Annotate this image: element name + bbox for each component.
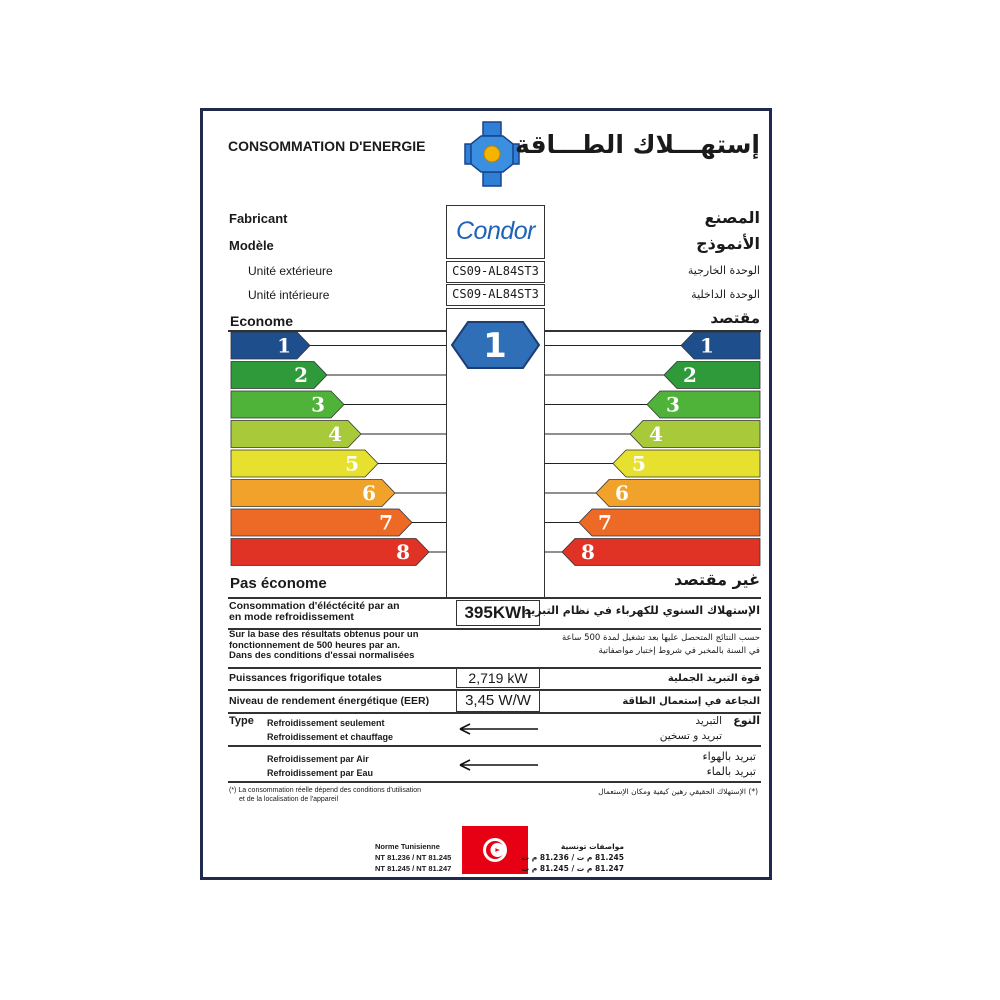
consumption-value: 395KWh (456, 600, 540, 626)
modele-label: Modèle (229, 238, 274, 253)
type-ar: النوع (733, 714, 760, 727)
basis-ar-1: حسب النتائج المتحصل عليها بعد تشغيل لمدة 500 ساعة (562, 633, 760, 643)
consumption-label-2: en mode refroidissement (229, 611, 354, 623)
norme-ar (522, 841, 624, 874)
basis-text (229, 630, 419, 662)
norme-ar-2: 81.245 م ت / 81.236 م ت (521, 853, 624, 862)
scale-label-left-3: 3 (311, 392, 325, 417)
norme-fr (375, 841, 451, 874)
type-opt-4-ar: تبريد بالماء (706, 765, 756, 778)
scale-label-left-6: 6 (362, 481, 376, 505)
type-opt-3: Refroidissement par Air (267, 754, 369, 764)
type-options-ar-1 (660, 714, 722, 744)
unite-ext-ar: الوحدة الخارجية (687, 264, 760, 277)
scale-bar-right-3 (647, 391, 760, 418)
scale-label-right-4: 4 (649, 422, 663, 446)
type-opt-1-ar: التبريد (695, 715, 722, 727)
rating-value: 1 (483, 326, 507, 366)
scale-label-left-2: 2 (294, 363, 308, 387)
type-opt-3-ar: تبريد بالهواء (702, 750, 756, 763)
modele-ar: الأنموذج (696, 234, 760, 253)
scale-label-right-8: 8 (581, 540, 595, 564)
basis-line-3: Dans des conditions d'essai normalisées (229, 650, 415, 661)
footnote-fr (229, 786, 421, 804)
norme-fr-1: Norme Tunisienne (375, 842, 440, 851)
brand-logo: Condor (456, 217, 535, 245)
type-opt-4: Refroidissement par Eau (267, 768, 374, 778)
norme-ar-3: 81.247 م ت / 81.245 م ت (521, 864, 624, 873)
consumption-label-1: Consommation d'éléctécité par an (229, 600, 400, 612)
consumption-label (229, 601, 400, 623)
power-value: 2,719 kW (456, 668, 540, 688)
divider-1 (228, 597, 761, 599)
type-label: Type (229, 715, 254, 727)
power-ar: قوة التبريد الجملية (667, 673, 760, 684)
eer-label: Niveau de rendement énergétique (EER) (229, 695, 430, 707)
scale-label-right-7: 7 (598, 510, 612, 535)
econome-label: Econome (230, 313, 294, 329)
title-ar: إستهـــلاك الطـــاقة (515, 130, 760, 159)
type-options-2 (267, 752, 373, 780)
rating-indicator (452, 322, 539, 368)
basis-line-2: fonctionnement de 500 heures par an. (229, 639, 401, 651)
model-ext: CS09-AL84ST3 (446, 261, 545, 283)
scale-label-left-4: 4 (328, 422, 342, 446)
pas-econome-label: Pas économe (230, 575, 327, 592)
fabricant-ar: المصنع (704, 208, 760, 227)
footnote-ar: (*) الإستهلاك الحقيقي رهين كيفية ومكان الإستعمال (598, 787, 758, 796)
norme-ar-1: مواصفات تونسية (560, 842, 624, 851)
scale-bar-right-2 (664, 362, 760, 389)
model-int: CS09-AL84ST3 (446, 284, 545, 306)
type-opt-2-ar: تبريد و تسخين (659, 730, 722, 742)
arrow-left-icon (458, 722, 540, 736)
scale-label-right-5: 5 (632, 451, 646, 476)
scale-label-right-3: 3 (666, 392, 680, 417)
scale-bar-right-1 (681, 332, 760, 359)
fabricant-label: Fabricant (229, 211, 288, 226)
scale-label-right-2: 2 (683, 363, 697, 387)
eer-value: 3,45 W/W (456, 690, 540, 712)
footnote-fr-2: et de la localisation de l'appareil (239, 796, 339, 803)
scale-bar-left-3 (231, 391, 344, 418)
norme-fr-2: NT 81.236 / NT 81.245 (375, 853, 452, 862)
unite-int-ar: الوحدة الداخلية (691, 288, 760, 301)
type-opt-2: Refroidissement et chauffage (267, 732, 394, 742)
divider-6 (228, 745, 761, 747)
scale-label-right-6: 6 (615, 481, 629, 505)
divider-7 (228, 781, 761, 783)
basis-line-1: Sur la base des résultats obtenus pour un (229, 629, 419, 640)
unite-int-label: Unité intérieure (248, 288, 330, 302)
scale-label-left-5: 5 (345, 451, 359, 476)
scale-label-left-8: 8 (396, 540, 410, 564)
power-label: Puissances frigorifique totales (229, 672, 382, 684)
econome-ar: مقتصد (710, 309, 760, 327)
basis-ar (562, 632, 760, 658)
scale-bar-left-2 (231, 362, 327, 389)
type-options-1 (267, 716, 393, 744)
tunisia-flag-icon (462, 826, 528, 879)
basis-ar-2: في السنة بالمخبر في شروط إختبار مواصفاتية (598, 646, 760, 656)
pas-econome-ar: غير مقتصد (674, 570, 760, 589)
scale-bar-left-1 (231, 332, 310, 359)
scale-label-left-1: 1 (277, 333, 291, 358)
scale-label-right-1: 1 (700, 333, 714, 358)
consumption-ar: الإستهلاك السنوي للكهرباء في نظام التبريد (524, 604, 760, 617)
type-options-ar-2 (702, 749, 756, 779)
footnote-fr-1: (*) La consommation réelle dépend des conditions d'utilisation (229, 787, 422, 794)
unite-ext-label: Unité extérieure (248, 264, 333, 278)
eer-ar: النجاعة في إستعمال الطاقة (622, 696, 760, 707)
norme-fr-3: NT 81.245 / NT 81.247 (375, 864, 452, 873)
arrow-left-icon-2 (458, 758, 540, 772)
title-fr: CONSOMMATION D'ENERGIE (228, 138, 426, 154)
scale-label-left-7: 7 (379, 510, 393, 535)
type-opt-1: Refroidissement seulement (267, 718, 385, 728)
